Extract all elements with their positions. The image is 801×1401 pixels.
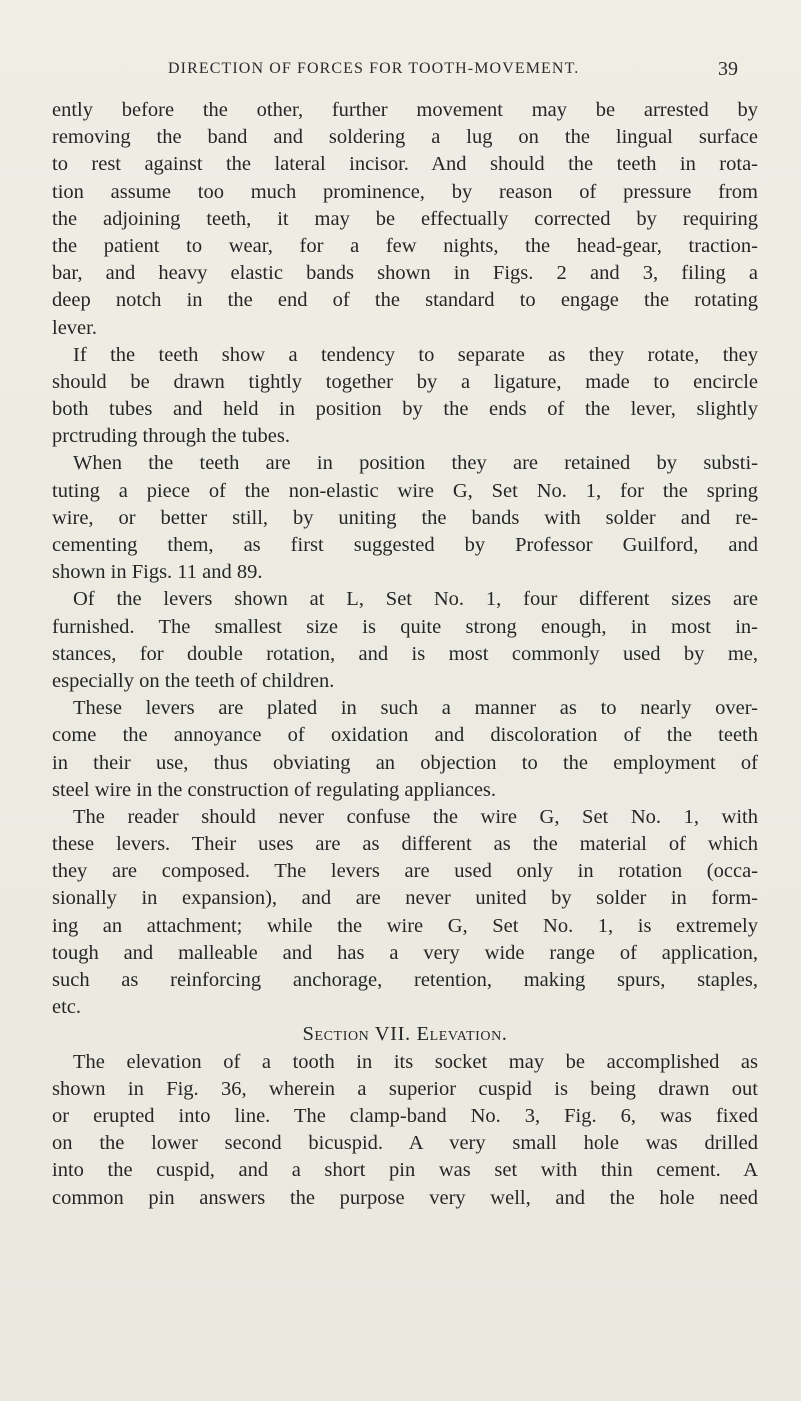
text-line: wire, or better still, by uniting the bands with solder and re- bbox=[52, 506, 758, 529]
text-line: shown in Fig. 36, wherein a superior cuspid is being drawn out bbox=[52, 1077, 758, 1100]
text-line: deep notch in the end of the standard to engage the rotating bbox=[52, 289, 758, 312]
text-line: etc. bbox=[52, 996, 82, 1019]
text-line: lever. bbox=[52, 316, 97, 339]
text-line: especially on the teeth of children. bbox=[52, 669, 335, 692]
text-line: in their use, thus obviating an objection to the employment of bbox=[52, 751, 758, 774]
text-line: bar, and heavy elastic bands shown in Figs. 2 and 3, filing a bbox=[52, 262, 758, 285]
text-line: tough and malleable and has a very wide range of application, bbox=[52, 941, 758, 964]
text-line: these levers. Their uses are as different as the material of which bbox=[52, 833, 758, 856]
text-line: on the lower second bicuspid. A very small hole was drilled bbox=[52, 1132, 758, 1155]
text-line: both tubes and held in position by the ends of the lever, slightly bbox=[52, 398, 758, 421]
text-line: sionally in expansion), and are never united by solder in form- bbox=[52, 887, 758, 910]
text-line: common pin answers the purpose very well, and the hole need bbox=[52, 1186, 758, 1209]
running-head: DIRECTION OF FORCES FOR TOOTH-MOVEMENT. bbox=[168, 60, 580, 77]
text-line: ing an attachment; while the wire G, Set No. 1, is extremely bbox=[52, 914, 758, 937]
text-line: into the cuspid, and a short pin was set with thin cement. A bbox=[52, 1159, 758, 1182]
text-line: tuting a piece of the non-elastic wire G, Set No. 1, for the spring bbox=[52, 479, 758, 502]
text-line: tion assume too much prominence, by reason of pressure from bbox=[52, 180, 758, 203]
text-line: to rest against the lateral incisor. And should the teeth in rota- bbox=[52, 153, 758, 176]
text-line: come the annoyance of oxidation and discoloration of the teeth bbox=[52, 724, 758, 747]
text-line: the patient to wear, for a few nights, the head-gear, traction- bbox=[52, 234, 758, 257]
text-line: The elevation of a tooth in its socket may be accomplished as bbox=[73, 1050, 758, 1073]
text-line: removing the band and soldering a lug on the lingual surface bbox=[52, 126, 758, 149]
text-line: or erupted into line. The clamp-band No. 3, Fig. 6, was fixed bbox=[52, 1104, 758, 1127]
page-number: 39 bbox=[718, 58, 738, 80]
text-line: The reader should never confuse the wire G, Set No. 1, with bbox=[73, 805, 758, 828]
text-line: such as reinforcing anchorage, retention, making spurs, staples, bbox=[52, 969, 758, 991]
text-line: These levers are plated in such a manner as to nearly over- bbox=[73, 697, 758, 720]
text-line: steel wire in the construction of regulating appliances. bbox=[52, 778, 497, 801]
body-text bbox=[52, 97, 758, 1212]
text-line: ently before the other, further movement may be arrested by bbox=[52, 99, 758, 121]
text-line: cementing them, as first suggested by Professor Guilford, and bbox=[52, 534, 758, 556]
text-line: When the teeth are in position they are retained by substi- bbox=[73, 452, 758, 475]
text-line: the adjoining teeth, it may be effectually corrected by requiring bbox=[52, 207, 758, 230]
text-line: shown in Figs. 11 and 89. bbox=[52, 561, 263, 584]
page-header bbox=[0, 60, 801, 84]
text-line: stances, for double rotation, and is most commonly used by me, bbox=[52, 642, 758, 665]
text-line: prctruding through the tubes. bbox=[52, 425, 290, 448]
section-heading: Section VII. Elevation. bbox=[302, 1023, 508, 1046]
text-line: furnished. The smallest size is quite strong enough, in most in- bbox=[52, 615, 758, 638]
text-line: Of the levers shown at L, Set No. 1, four different sizes are bbox=[73, 588, 758, 611]
text-line: they are composed. The levers are used only in rotation (occa- bbox=[52, 860, 758, 883]
text-line: If the teeth show a tendency to separate as they rotate, they bbox=[73, 343, 758, 366]
text-line: should be drawn tightly together by a ligature, made to encircle bbox=[52, 370, 758, 393]
